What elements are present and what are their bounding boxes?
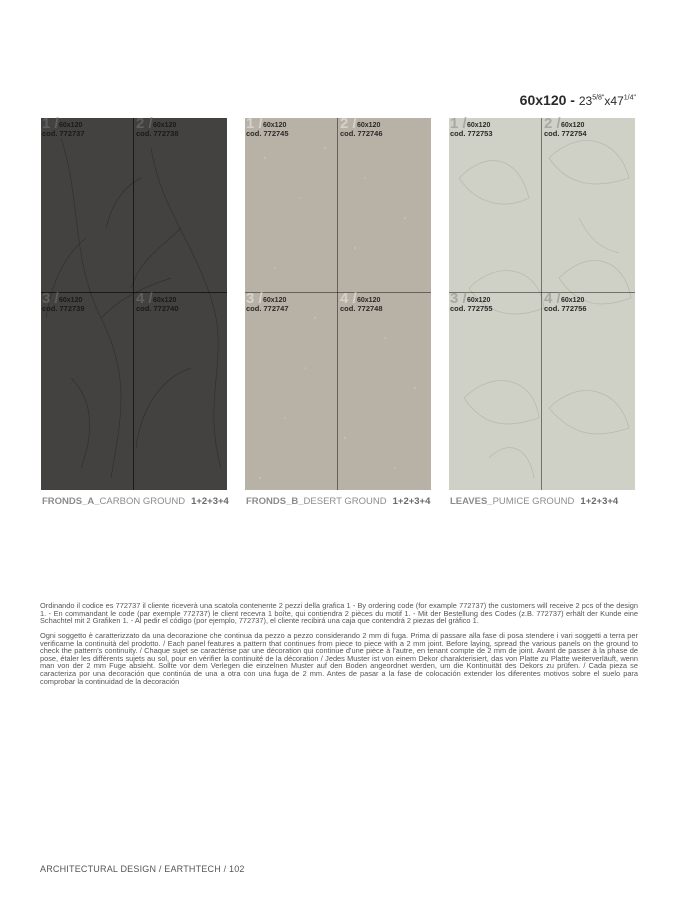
tile-code: cod. 772746 [340,129,383,138]
caption-ground: PUMICE GROUND [492,496,575,507]
tile-number: 4 / [136,290,153,307]
tile-size: 60x120 [59,122,83,129]
tile-size: 60x120 [467,122,491,129]
size-metric: 60x120 - [519,92,575,108]
panel-fronds-a-carbon [41,115,227,490]
continuity-paragraph: Ogni soggetto è caratterizzato da una decorazione che continua da pezzo a pezzo considerando 2 mm di fuga. Prima di passare alla fase di posa stendere i vari soggetti a terra per verificarne la continuità del prodotto. / Each panel features a pattern that continues from piece to piece with a 2 mm joint. Before laying, spread the various panels on the ground to check the pattern's continuity. / Chaque sujet se caractérise par une décoration qui continue d'une pièce à l'autre, en tenant compte de 2 mm de joint. Avant de passer à la phase de pose, étaler les différents sujets au sol, pour en vérifier la continuité de la décoration / Jedes Muster ist von einem Dekor charakterisiert, das von Platte zu Platte weiterverläuft, wenn man von der 2 mm Fuge absieht. Sollte vor dem Verlegen die einzelnen Muster auf den Boden angeordnet werden, um die Kontinuität des Dekors zu prüfen. / Cada pieza se caracteriza por una decoración que continúa de una a otra con una fuga de 2 mm. Antes de pasar a la fase de colocación extender los diferentes motivos sobre el suelo para comprobar la continuidad de la decoración [40,631,638,686]
tile-size: 60x120 [263,297,287,304]
tile-code: cod. 772755 [450,304,493,313]
tile-code: cod. 772756 [544,304,587,313]
tile-number: 1 / [246,115,263,132]
size-imperial-a: 23 [578,94,593,108]
tile-code: cod. 772738 [136,129,179,138]
tile-3 [449,290,541,466]
tile-3 [41,290,133,466]
tile-size: 60x120 [357,297,381,304]
tile-1 [41,115,133,291]
size-imperial-a-frac: 5/8" [592,94,605,102]
panel-leaves-pumice [449,115,635,490]
caption-ground: DESERT GROUND [303,496,387,507]
tile-1 [245,115,337,291]
tile-size: 60x120 [59,297,83,304]
tile-code: cod. 772740 [136,304,179,313]
tile-number: 4 / [340,290,357,307]
tile-size: 60x120 [561,297,585,304]
tile-size: 60x120 [561,122,585,129]
tile-code: cod. 772737 [42,129,85,138]
tile-number: 2 / [544,115,561,132]
page-footer: ARCHITECTURAL DESIGN / EARTHTECH / 102 [40,864,245,874]
caption-ground: CARBON GROUND [99,496,186,507]
size-title [520,92,636,108]
tile-divider-vertical [337,118,338,490]
tile-number: 3 / [42,290,59,307]
tile-code: cod. 772745 [246,129,289,138]
tile-size: 60x120 [153,297,177,304]
tile-number: 1 / [450,115,467,132]
tile-2 [135,115,227,291]
tile-2 [339,115,431,291]
tile-divider-vertical [541,118,542,490]
tile-4 [339,290,431,466]
caption-combo: 1+2+3+4 [191,496,229,507]
tile-size: 60x120 [153,122,177,129]
tile-1 [449,115,541,291]
tile-3 [245,290,337,466]
panel-fronds-b-desert [245,115,431,490]
tile-number: 1 / [42,115,59,132]
tile-code: cod. 772739 [42,304,85,313]
tile-number: 2 / [136,115,153,132]
tile-4 [543,290,635,466]
caption-name: LEAVES_ [450,496,493,507]
caption-fronds-b [246,496,430,507]
tile-number: 3 / [450,290,467,307]
tile-size: 60x120 [467,297,491,304]
caption-name: FRONDS_B_ [246,496,304,507]
tile-2 [543,115,635,291]
tile-divider-vertical [133,118,134,490]
caption-combo: 1+2+3+4 [580,496,619,507]
caption-name: FRONDS_A_ [42,496,100,507]
caption-combo: 1+2+3+4 [392,496,431,507]
tile-code: cod. 772748 [340,304,383,313]
tile-number: 2 / [340,115,357,132]
tile-code: cod. 772747 [246,304,289,313]
caption-leaves [450,496,618,507]
tile-code: cod. 772754 [544,129,587,138]
tile-code: cod. 772753 [450,129,493,138]
caption-fronds-a [42,496,229,507]
tile-number: 4 / [544,290,561,307]
size-imperial-b-frac: 1/4" [623,94,636,102]
tile-number: 3 / [246,290,263,307]
tile-size: 60x120 [357,122,381,129]
ordering-paragraph: Ordinando il codice es 772737 il cliente riceverà una scatola contenente 2 pezzi della grafica 1 - By ordering code (for example 772737) the customers will receive 2 pcs of the design 1. - En commandant le code (par exemple 772737) le client recevra 1 boîte, qui contiendra 2 pièces du motif 1. - Mit der Bestellung des Codes (z.B. 772737) erhält der Kunde eine Schachtel mit 2 Grafiken 1. - Al pedir el código (por ejemplo, 772737), el cliente recibirá una caja que contendrá 2 piezas del gráfico 1. [40,601,638,626]
tile-4 [135,290,227,466]
size-imperial-b: x47 [604,94,624,108]
tile-size: 60x120 [263,122,287,129]
